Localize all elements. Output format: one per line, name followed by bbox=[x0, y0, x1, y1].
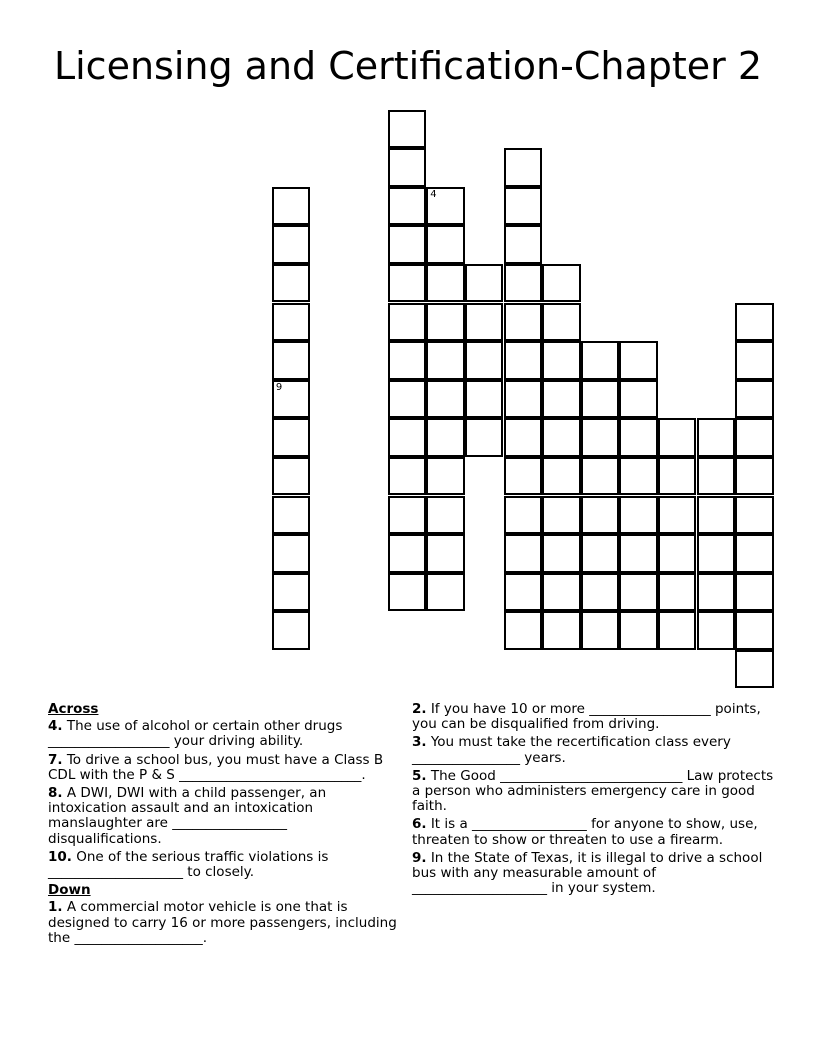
crossword-cell[interactable] bbox=[697, 457, 736, 496]
crossword-cell[interactable] bbox=[426, 187, 465, 226]
crossword-cell[interactable] bbox=[504, 534, 543, 573]
clue-text: You must take the recertification class every ________________ years. bbox=[412, 734, 731, 766]
crossword-cell[interactable] bbox=[388, 534, 427, 573]
crossword-cell[interactable] bbox=[619, 457, 658, 496]
crossword-cell[interactable] bbox=[504, 418, 543, 457]
crossword-cell[interactable] bbox=[272, 573, 311, 612]
crossword-cell[interactable] bbox=[388, 148, 427, 187]
clue-across-4 bbox=[48, 719, 404, 749]
clue-down-2 bbox=[412, 702, 774, 732]
crossword-cell[interactable] bbox=[542, 418, 581, 457]
crossword-cell[interactable] bbox=[581, 341, 620, 380]
crossword-cell[interactable] bbox=[735, 650, 774, 689]
clue-text: One of the serious traffic violations is ____________________ to closely. bbox=[48, 848, 329, 881]
clue-down-6 bbox=[412, 817, 774, 847]
crossword-cell[interactable] bbox=[465, 264, 504, 303]
crossword-cell[interactable] bbox=[504, 303, 543, 342]
clue-number-label: 4 bbox=[430, 188, 437, 200]
crossword-cell[interactable] bbox=[504, 225, 543, 264]
crossword-cell[interactable] bbox=[697, 534, 736, 573]
clue-number-label: 9 bbox=[275, 381, 283, 393]
crossword-cell[interactable] bbox=[735, 380, 774, 419]
crossword-cell[interactable] bbox=[426, 534, 465, 573]
crossword-cell[interactable] bbox=[658, 418, 697, 457]
clue-across-8 bbox=[48, 786, 404, 847]
crossword-cell[interactable] bbox=[388, 303, 427, 342]
crossword-cell[interactable] bbox=[426, 573, 465, 612]
crossword-cell[interactable] bbox=[697, 611, 736, 650]
crossword-cell[interactable] bbox=[581, 534, 620, 573]
crossword-cell[interactable] bbox=[272, 264, 311, 303]
crossword-cell[interactable] bbox=[542, 611, 581, 650]
crossword-cell[interactable] bbox=[542, 341, 581, 380]
crossword-cell[interactable] bbox=[619, 611, 658, 650]
crossword-cell[interactable] bbox=[388, 225, 427, 264]
crossword-cell[interactable] bbox=[542, 534, 581, 573]
crossword-cell[interactable] bbox=[272, 534, 311, 573]
crossword-cell[interactable] bbox=[388, 341, 427, 380]
crossword-cell[interactable] bbox=[735, 611, 774, 650]
crossword-cell[interactable] bbox=[581, 457, 620, 496]
crossword-cell[interactable] bbox=[426, 496, 465, 535]
crossword-cell[interactable] bbox=[504, 380, 543, 419]
crossword-cell[interactable] bbox=[504, 341, 543, 380]
crossword-cell[interactable] bbox=[542, 380, 581, 419]
crossword-cell[interactable] bbox=[272, 225, 311, 264]
crossword-cell[interactable] bbox=[697, 496, 736, 535]
crossword-cell[interactable] bbox=[504, 573, 543, 612]
clue-across-10 bbox=[48, 850, 404, 880]
crossword-cell[interactable] bbox=[542, 264, 581, 303]
across-heading: Across bbox=[48, 701, 99, 717]
crossword-cell[interactable] bbox=[504, 148, 543, 187]
crossword-cell[interactable] bbox=[658, 457, 697, 496]
crossword-cell[interactable] bbox=[619, 534, 658, 573]
crossword-cell[interactable] bbox=[658, 534, 697, 573]
crossword-cell[interactable] bbox=[542, 303, 581, 342]
clues-left-column bbox=[48, 700, 404, 949]
clue-text: In the State of Texas, it is illegal to drive a school bus with any measurable amount of ____________________ in your system. bbox=[412, 849, 763, 897]
clue-down-3 bbox=[412, 735, 774, 765]
clue-text: If you have 10 or more __________________ points, you can be disqualified from driving. bbox=[412, 701, 761, 733]
crossword-cell[interactable] bbox=[504, 457, 543, 496]
clue-text: The use of alcohol or certain other drugs __________________ your driving ability. bbox=[48, 718, 343, 750]
clues-right-column bbox=[412, 700, 774, 899]
crossword-cell[interactable] bbox=[697, 573, 736, 612]
crossword-cell[interactable] bbox=[465, 303, 504, 342]
clue-number: 10. bbox=[48, 848, 72, 865]
crossword-cell[interactable] bbox=[619, 341, 658, 380]
crossword-cell[interactable] bbox=[272, 611, 311, 650]
crossword-cell[interactable] bbox=[272, 496, 311, 535]
crossword-cell[interactable] bbox=[426, 303, 465, 342]
crossword-cell[interactable] bbox=[272, 418, 311, 457]
crossword-cell[interactable] bbox=[581, 380, 620, 419]
crossword-cell[interactable] bbox=[619, 380, 658, 419]
page-title: Licensing and Certification-Chapter 2 bbox=[53, 44, 763, 88]
crossword-cell[interactable] bbox=[504, 611, 543, 650]
crossword-cell[interactable] bbox=[504, 496, 543, 535]
clue-number: 4. bbox=[48, 718, 63, 735]
clue-down-1 bbox=[48, 900, 404, 946]
crossword-cell[interactable] bbox=[619, 573, 658, 612]
crossword-cell[interactable] bbox=[619, 496, 658, 535]
crossword-cell[interactable] bbox=[697, 418, 736, 457]
clue-text: A DWI, DWI with a child passenger, an intoxication assault and an intoxication manslaughter are _________________ disqualifications. bbox=[48, 785, 327, 847]
clue-number: 5. bbox=[412, 767, 427, 784]
crossword-cell[interactable] bbox=[426, 225, 465, 264]
crossword-cell[interactable] bbox=[504, 264, 543, 303]
clue-number: 8. bbox=[48, 785, 63, 802]
crossword-cell[interactable] bbox=[272, 341, 311, 380]
crossword-cell[interactable] bbox=[581, 418, 620, 457]
clue-number: 3. bbox=[412, 734, 427, 751]
crossword-cell[interactable] bbox=[426, 341, 465, 380]
crossword-cell[interactable] bbox=[735, 573, 774, 612]
clue-text: It is a _________________ for anyone to show, use, threaten to show or threaten to use a firearm. bbox=[412, 816, 758, 848]
crossword-cell[interactable] bbox=[658, 496, 697, 535]
crossword-cell[interactable] bbox=[735, 496, 774, 535]
crossword-cell[interactable] bbox=[735, 534, 774, 573]
crossword-cell[interactable] bbox=[619, 418, 658, 457]
crossword-cell[interactable] bbox=[426, 264, 465, 303]
crossword-cell[interactable] bbox=[426, 418, 465, 457]
clue-number: 2. bbox=[412, 701, 427, 717]
clue-down-5 bbox=[412, 769, 774, 815]
crossword-cell[interactable] bbox=[504, 187, 543, 226]
crossword-cell[interactable] bbox=[581, 496, 620, 535]
crossword-cell[interactable] bbox=[581, 611, 620, 650]
crossword-cell[interactable] bbox=[272, 457, 311, 496]
crossword-cell[interactable] bbox=[426, 457, 465, 496]
crossword-cell[interactable] bbox=[542, 457, 581, 496]
crossword-cell[interactable] bbox=[426, 380, 465, 419]
crossword-cell[interactable] bbox=[388, 573, 427, 612]
crossword-cell[interactable] bbox=[465, 341, 504, 380]
crossword-cell[interactable] bbox=[388, 187, 427, 226]
crossword-cell[interactable] bbox=[465, 418, 504, 457]
crossword-cell[interactable] bbox=[388, 380, 427, 419]
crossword-cell[interactable] bbox=[735, 341, 774, 380]
clue-text: A commercial motor vehicle is one that is designed to carry 16 or more passengers, including the ___________________. bbox=[48, 899, 397, 946]
crossword-cell[interactable] bbox=[272, 380, 311, 419]
crossword-cell[interactable] bbox=[272, 303, 311, 342]
crossword-cell[interactable] bbox=[388, 418, 427, 457]
crossword-cell[interactable] bbox=[542, 496, 581, 535]
crossword-cell[interactable] bbox=[388, 457, 427, 496]
crossword-cell[interactable] bbox=[735, 457, 774, 496]
clue-number: 9. bbox=[412, 849, 427, 866]
crossword-cell[interactable] bbox=[388, 264, 427, 303]
crossword-cell[interactable] bbox=[388, 110, 427, 149]
crossword-cell[interactable] bbox=[465, 380, 504, 419]
clue-number: 6. bbox=[412, 816, 427, 833]
clue-text: The Good ___________________________ Law protects a person who administers emergency care in good faith. bbox=[412, 767, 774, 815]
clue-down-9 bbox=[412, 851, 774, 897]
down-heading: Down bbox=[48, 882, 91, 899]
clue-number: 7. bbox=[48, 751, 63, 768]
crossword-cell[interactable] bbox=[735, 418, 774, 457]
crossword-cell[interactable] bbox=[272, 187, 311, 226]
crossword-cell[interactable] bbox=[542, 573, 581, 612]
clue-across-7 bbox=[48, 753, 404, 783]
clue-number: 1. bbox=[48, 899, 63, 916]
crossword-cell[interactable] bbox=[388, 496, 427, 535]
crossword-cell[interactable] bbox=[735, 303, 774, 342]
crossword-cell[interactable] bbox=[581, 573, 620, 612]
crossword-cell[interactable] bbox=[658, 573, 697, 612]
crossword-cell[interactable] bbox=[658, 611, 697, 650]
clue-text: To drive a school bus, you must have a Class B CDL with the P & S ___________________________. bbox=[48, 751, 384, 783]
